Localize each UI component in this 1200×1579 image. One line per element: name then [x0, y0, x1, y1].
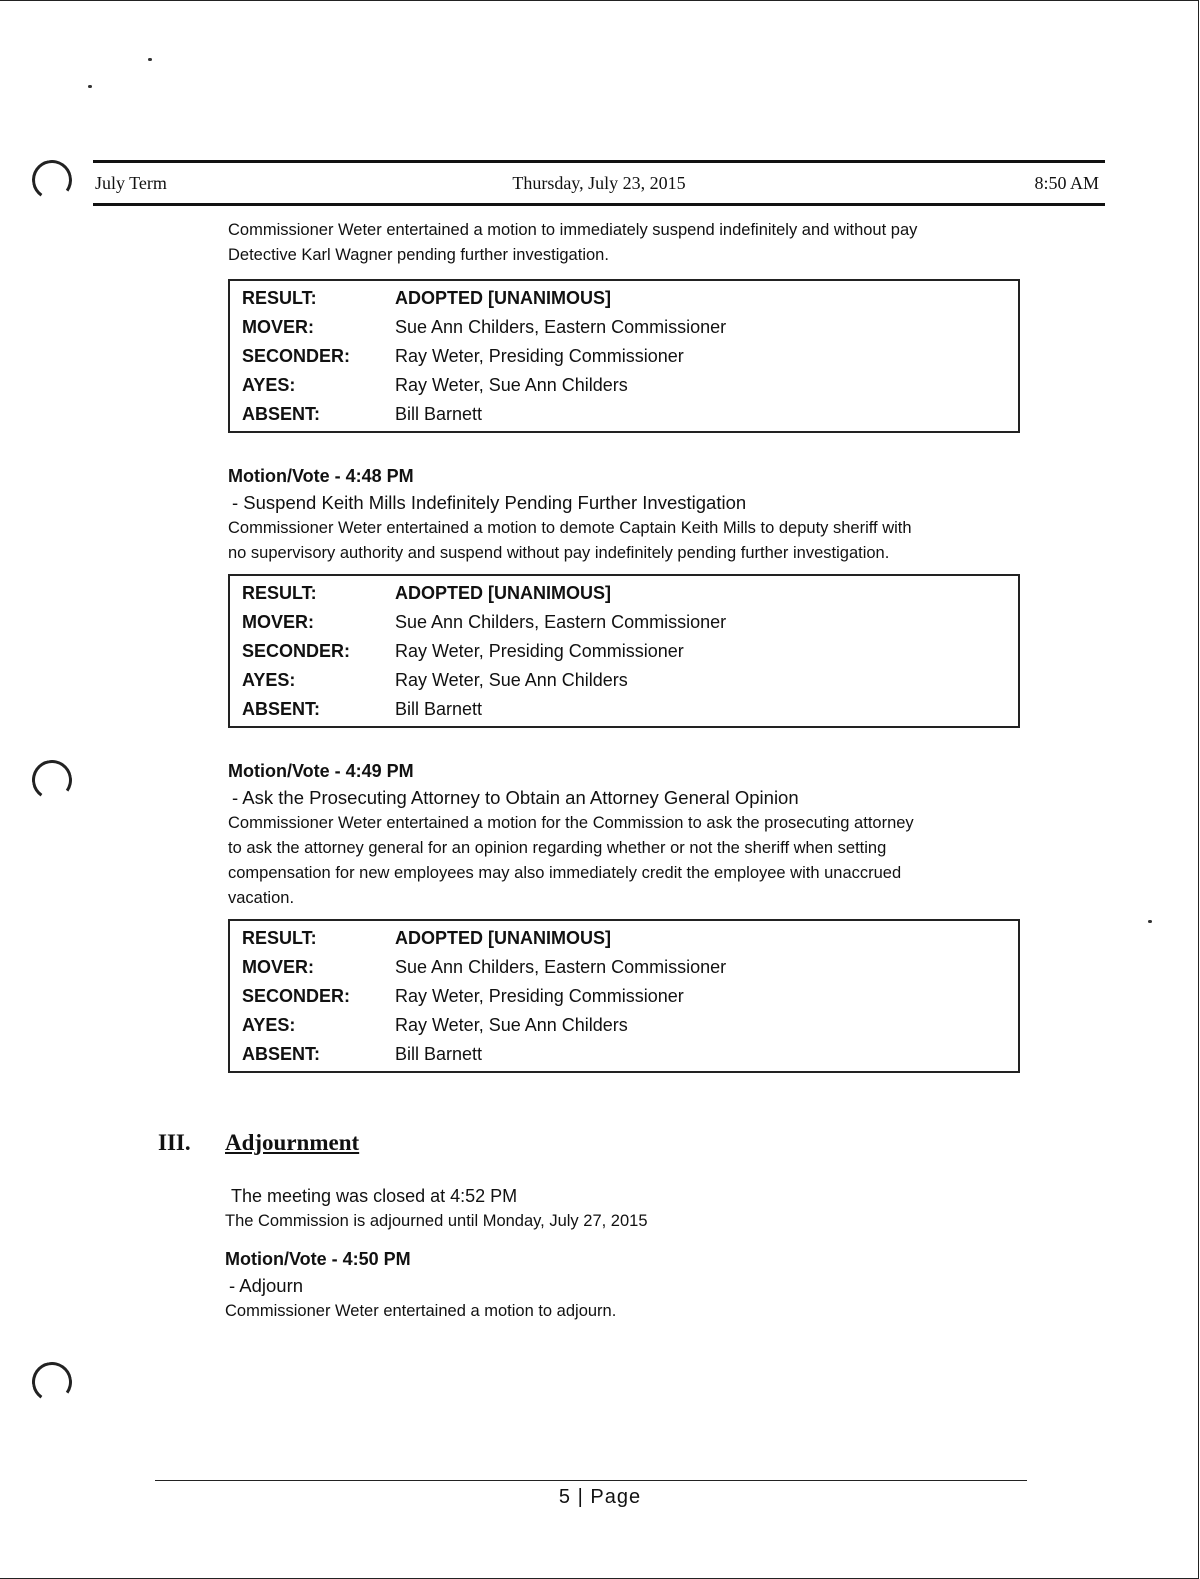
motion-description-line: compensation for new employees may also immediately credit the employee with unaccrued: [228, 864, 902, 882]
vote-result-value: ADOPTED [UNANIMOUS]: [395, 583, 611, 603]
motion-description-line: Commissioner Weter entertained a motion to immediately suspend indefinitely and without pay: [228, 221, 918, 239]
scan-speck: [1148, 920, 1152, 923]
page-number: 5 | Page: [558, 1486, 642, 1508]
motion-block: [228, 463, 1028, 728]
vote-row-result: [242, 924, 1006, 953]
vote-label: SECONDER:: [242, 641, 351, 661]
vote-row-mover: [242, 953, 1006, 982]
vote-label: SECONDER:: [242, 346, 351, 366]
motion-title: - Ask the Prosecuting Attorney to Obtain an Attorney General Opinion: [232, 787, 799, 808]
motion-description-line: to ask the attorney general for an opinion regarding whether or not the sheriff when setting: [228, 839, 887, 857]
vote-label: ABSENT:: [242, 1044, 321, 1064]
vote-row-seconder: [242, 342, 1006, 371]
vote-seconder-value: Ray Weter, Presiding Commissioner: [395, 986, 684, 1006]
vote-label: AYES:: [242, 375, 296, 395]
vote-ayes-value: Ray Weter, Sue Ann Childers: [395, 670, 628, 690]
motion-description-line: Commissioner Weter entertained a motion for the Commission to ask the prosecuting attorney: [228, 814, 914, 832]
vote-mover-value: Sue Ann Childers, Eastern Commissioner: [395, 612, 727, 632]
section-title: Adjournment: [225, 1130, 360, 1155]
vote-row-mover: [242, 608, 1006, 637]
vote-label: MOVER:: [242, 317, 314, 337]
section-number: III.: [158, 1130, 191, 1155]
motion-title: - Adjourn: [229, 1275, 304, 1296]
motion-block: [228, 758, 1028, 1073]
adjournment-block: [225, 1184, 1025, 1324]
vote-row-absent: [242, 695, 1006, 724]
vote-label: AYES:: [242, 670, 296, 690]
vote-label: RESULT:: [242, 928, 317, 948]
scan-speck: [88, 85, 92, 88]
motion-title: - Suspend Keith Mills Indefinitely Pending Further Investigation: [232, 492, 747, 513]
vote-ayes-value: Ray Weter, Sue Ann Childers: [395, 1015, 628, 1035]
motion-description-line: Commissioner Weter entertained a motion to adjourn.: [225, 1302, 617, 1320]
motion-block: [228, 218, 1028, 433]
vote-label: ABSENT:: [242, 404, 321, 424]
vote-row-ayes: [242, 666, 1006, 695]
vote-mover-value: Sue Ann Childers, Eastern Commissioner: [395, 317, 727, 337]
vote-row-ayes: [242, 1011, 1006, 1040]
vote-seconder-value: Ray Weter, Presiding Commissioner: [395, 346, 684, 366]
vote-label: SECONDER:: [242, 986, 351, 1006]
header-time: 8:50 AM: [1034, 173, 1099, 193]
vote-row-seconder: [242, 637, 1006, 666]
motion-heading: Motion/Vote - 4:48 PM: [228, 466, 414, 486]
vote-absent-value: Bill Barnett: [395, 699, 483, 719]
vote-result-value: ADOPTED [UNANIMOUS]: [395, 928, 611, 948]
vote-label: MOVER:: [242, 957, 314, 977]
footer-rule: [155, 1480, 1027, 1481]
vote-row-absent: [242, 1040, 1006, 1069]
motion-heading: Motion/Vote - 4:49 PM: [228, 761, 414, 781]
motion-description-line: no supervisory authority and suspend without pay indefinitely pending further investigation.: [228, 544, 890, 562]
vote-label: ABSENT:: [242, 699, 321, 719]
header-term: July Term: [95, 173, 167, 193]
vote-row-absent: [242, 400, 1006, 429]
vote-result-value: ADOPTED [UNANIMOUS]: [395, 288, 611, 308]
page-header: [93, 160, 1105, 206]
vote-row-mover: [242, 313, 1006, 342]
scan-speck: [148, 58, 152, 61]
motion-heading: Motion/Vote - 4:50 PM: [225, 1249, 411, 1269]
motion-description-line: Commissioner Weter entertained a motion to demote Captain Keith Mills to deputy sheriff with: [228, 519, 912, 537]
vote-result-table: [228, 279, 1020, 433]
vote-label: MOVER:: [242, 612, 314, 632]
vote-seconder-value: Ray Weter, Presiding Commissioner: [395, 641, 684, 661]
vote-ayes-value: Ray Weter, Sue Ann Childers: [395, 375, 628, 395]
vote-mover-value: Sue Ann Childers, Eastern Commissioner: [395, 957, 727, 977]
vote-absent-value: Bill Barnett: [395, 1044, 483, 1064]
vote-label: AYES:: [242, 1015, 296, 1035]
vote-result-table: [228, 919, 1020, 1073]
vote-row-result: [242, 284, 1006, 313]
motion-description-line: vacation.: [228, 889, 295, 907]
motion-description-line: Detective Karl Wagner pending further investigation.: [228, 246, 609, 264]
adjourned-until-text: The Commission is adjourned until Monday, July 27, 2015: [225, 1212, 648, 1230]
vote-label: RESULT:: [242, 583, 317, 603]
vote-row-ayes: [242, 371, 1006, 400]
vote-absent-value: Bill Barnett: [395, 404, 483, 424]
vote-result-table: [228, 574, 1020, 728]
vote-label: RESULT:: [242, 288, 317, 308]
header-date: Thursday, July 23, 2015: [512, 173, 686, 193]
meeting-closed-text: The meeting was closed at 4:52 PM: [231, 1186, 518, 1206]
section-heading: [158, 1130, 359, 1156]
vote-row-result: [242, 579, 1006, 608]
minutes-content: [228, 218, 1028, 1103]
vote-row-seconder: [242, 982, 1006, 1011]
